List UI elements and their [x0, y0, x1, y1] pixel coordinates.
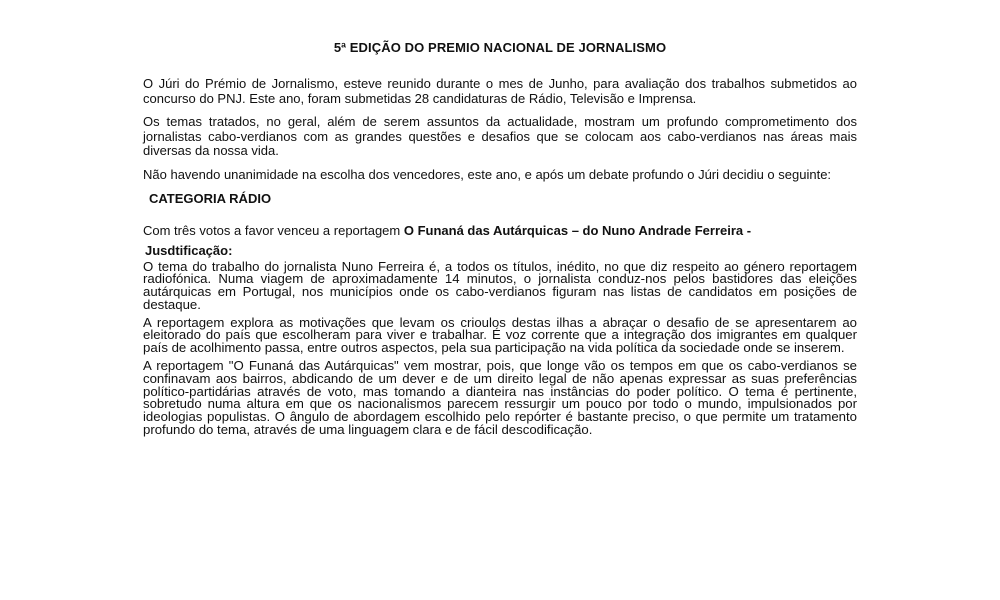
justification-paragraph-2: A reportagem explora as motivações que levam os crioulos destas ilhas a abraçar o desafio de se apresentarem ao eleitorado do país que escolheram para viver e trabalhar. É voz corrente que a integração dos imigrantes em qualquer país de acolhimento passa, entre outros aspectos, pela sua participação na vida política da sociedade onde se inserem. [143, 314, 857, 356]
intro-paragraph-1: O Júri do Prémio de Jornalismo, esteve reunido durante o mes de Junho, para avaliação dos trabalhos submetidos ao concurso do PNJ. Este ano, foram submetidas 28 candidaturas de Rádio, Televisão e Imprensa. [143, 76, 857, 106]
winner-paragraph [143, 224, 857, 239]
justification-paragraph-1: O tema do trabalho do jornalista Nuno Ferreira é, a todos os títulos, inédito, no que diz respeito ao género reportagem radiofónica. Numa viagem de aproximadamente 14 minutos, o jornalista conduz-nos pelos bastidores das eleições autárquicas em Portugal, nos municípios onde os cabo-verdianos figuram nas listas de candidatos em posições de destaque. [143, 258, 857, 312]
intro-paragraph-2: Os temas tratados, no geral, além de serem assuntos da actualidade, mostram um profundo comprometimento dos jornalistas cabo-verdianos com as grandes questões e desafios que se colocam aos cabo-verdianos nas áreas mais diversas da nossa vida. [143, 114, 857, 158]
document-title: 5ª EDIÇÃO DO PREMIO NACIONAL DE JORNALISMO [333, 40, 667, 55]
winner-lead: Com três votos a favor venceu a reportagem [143, 223, 404, 238]
category-heading: CATEGORIA RÁDIO [149, 191, 272, 206]
intro-paragraph-3: Não havendo unanimidade na escolha dos vencedores, este ano, e após um debate profundo o Júri decidiu o seguinte: [143, 166, 832, 182]
winner-title: O Funaná das Autárquicas – do Nuno Andrade Ferreira - [403, 223, 752, 238]
justification-body [143, 258, 857, 438]
justification-paragraph-3: A reportagem "O Funaná das Autárquicas" vem mostrar, pois, que longe vão os tempos em que os cabo-verdianos se confinavam aos bairros, abdicando de um dever e de um direito legal de não apenas expressar as suas preferências político-partidárias através de voto, mas tomando a dianteira nas instâncias do poder político. O tema é pertinente, sobretudo numa altura em que os nacionalismos parecem ressurgir um pouco por todo o mundo, impulsionados por ideologias populistas. O ângulo de abordagem escolhido pelo repórter é bastante preciso, o que permite um tratamento profundo do tema, através de uma linguagem clara e de fácil descodificação. [143, 358, 857, 438]
justification-heading: Jusdtificação: [145, 242, 233, 258]
document-page [143, 40, 857, 442]
